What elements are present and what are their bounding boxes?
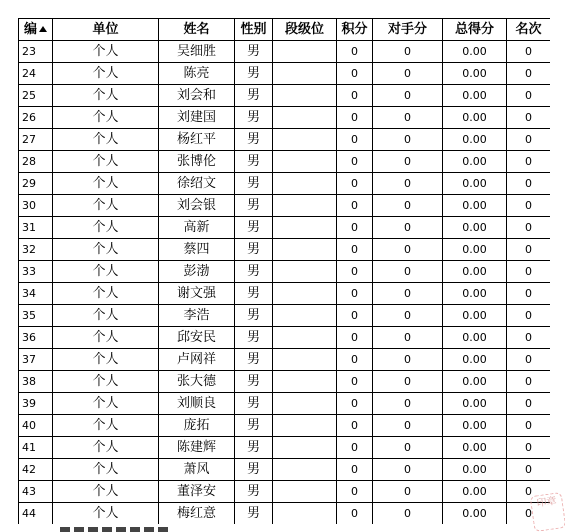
cell-gender[interactable]: 男 [235,239,273,261]
cell-place[interactable]: 0 [507,349,551,371]
cell-gender[interactable]: 男 [235,437,273,459]
cell-rank[interactable] [273,151,337,173]
cell-points[interactable]: 0 [337,503,373,525]
cell-total-score[interactable]: 0.00 [443,151,507,173]
cell-unit[interactable]: 个人 [53,41,159,63]
cell-place[interactable]: 0 [507,217,551,239]
cell-gender[interactable]: 男 [235,349,273,371]
cell-points[interactable]: 0 [337,305,373,327]
cell-points[interactable]: 0 [337,349,373,371]
cell-points[interactable]: 0 [337,283,373,305]
cell-name[interactable]: 邱安民 [159,327,235,349]
cell-place[interactable]: 0 [507,129,551,151]
cell-rank[interactable] [273,459,337,481]
cell-opponent-score[interactable]: 0 [373,63,443,85]
cell-total-score[interactable]: 0.00 [443,41,507,63]
cell-number[interactable]: 30 [19,195,53,217]
cell-unit[interactable]: 个人 [53,393,159,415]
cell-name[interactable]: 陈亮 [159,63,235,85]
cell-points[interactable]: 0 [337,107,373,129]
results-grid [18,18,550,524]
cell-number[interactable]: 43 [19,481,53,503]
cell-rank[interactable] [273,261,337,283]
cell-points[interactable]: 0 [337,173,373,195]
cell-total-score[interactable]: 0.00 [443,437,507,459]
table-row[interactable] [19,371,551,393]
cell-points[interactable]: 0 [337,63,373,85]
cell-number[interactable]: 28 [19,151,53,173]
cell-rank[interactable] [273,305,337,327]
table-row[interactable] [19,305,551,327]
cell-name[interactable]: 彭渤 [159,261,235,283]
cell-rank[interactable] [273,371,337,393]
cell-unit[interactable]: 个人 [53,85,159,107]
cell-name[interactable]: 刘建国 [159,107,235,129]
cell-opponent-score[interactable]: 0 [373,195,443,217]
cell-gender[interactable]: 男 [235,371,273,393]
cell-points[interactable]: 0 [337,85,373,107]
cell-unit[interactable]: 个人 [53,107,159,129]
table-row[interactable] [19,151,551,173]
cell-number[interactable]: 31 [19,217,53,239]
cell-number[interactable]: 32 [19,239,53,261]
cell-name[interactable]: 高新 [159,217,235,239]
cell-name[interactable]: 萧风 [159,459,235,481]
cell-name[interactable]: 刘会和 [159,85,235,107]
cell-total-score[interactable]: 0.00 [443,261,507,283]
cell-unit[interactable]: 个人 [53,283,159,305]
cell-place[interactable]: 0 [507,415,551,437]
table-row[interactable] [19,481,551,503]
cell-total-score[interactable]: 0.00 [443,305,507,327]
cell-total-score[interactable]: 0.00 [443,393,507,415]
cell-number[interactable]: 40 [19,415,53,437]
table-row[interactable] [19,85,551,107]
cell-place[interactable]: 0 [507,41,551,63]
cell-gender[interactable]: 男 [235,173,273,195]
cell-rank[interactable] [273,393,337,415]
cell-place[interactable]: 0 [507,503,551,525]
cell-place[interactable]: 0 [507,327,551,349]
cell-name[interactable]: 刘顺良 [159,393,235,415]
cell-rank[interactable] [273,41,337,63]
cell-unit[interactable]: 个人 [53,195,159,217]
cell-place[interactable]: 0 [507,437,551,459]
cell-unit[interactable]: 个人 [53,327,159,349]
cell-opponent-score[interactable]: 0 [373,173,443,195]
cell-place[interactable]: 0 [507,173,551,195]
cell-opponent-score[interactable]: 0 [373,107,443,129]
cell-total-score[interactable]: 0.00 [443,129,507,151]
cell-place[interactable]: 0 [507,283,551,305]
cell-rank[interactable] [273,217,337,239]
cell-number[interactable]: 42 [19,459,53,481]
cell-place[interactable]: 0 [507,195,551,217]
cell-rank[interactable] [273,349,337,371]
cell-rank[interactable] [273,415,337,437]
cell-points[interactable]: 0 [337,327,373,349]
cell-unit[interactable]: 个人 [53,239,159,261]
cell-number[interactable]: 33 [19,261,53,283]
cell-points[interactable]: 0 [337,129,373,151]
cell-opponent-score[interactable]: 0 [373,459,443,481]
cell-total-score[interactable]: 0.00 [443,459,507,481]
cell-total-score[interactable]: 0.00 [443,85,507,107]
cell-gender[interactable]: 男 [235,41,273,63]
cell-total-score[interactable]: 0.00 [443,415,507,437]
table-row[interactable] [19,217,551,239]
column-header-points[interactable]: 积分 [337,19,373,41]
cell-name[interactable]: 董泽安 [159,481,235,503]
cell-place[interactable]: 0 [507,459,551,481]
cell-points[interactable]: 0 [337,239,373,261]
cell-opponent-score[interactable]: 0 [373,371,443,393]
cell-rank[interactable] [273,195,337,217]
table-row[interactable] [19,283,551,305]
cell-total-score[interactable]: 0.00 [443,283,507,305]
sort-ascending-icon [39,26,47,32]
column-header-gender[interactable]: 性别 [235,19,273,41]
cell-place[interactable]: 0 [507,151,551,173]
column-header-unit[interactable]: 单位 [53,19,159,41]
table-row[interactable] [19,63,551,85]
cell-total-score[interactable]: 0.00 [443,217,507,239]
cell-rank[interactable] [273,107,337,129]
cell-unit[interactable]: 个人 [53,503,159,525]
header-row [19,19,551,41]
cell-unit[interactable]: 个人 [53,129,159,151]
cell-place[interactable]: 0 [507,261,551,283]
cell-number[interactable]: 35 [19,305,53,327]
column-header-num[interactable]: 编 [19,19,53,41]
cell-gender[interactable]: 男 [235,63,273,85]
cell-rank[interactable] [273,327,337,349]
cell-gender[interactable]: 男 [235,85,273,107]
cell-rank[interactable] [273,63,337,85]
table-row[interactable] [19,107,551,129]
cell-number[interactable]: 37 [19,349,53,371]
column-header-total-score[interactable]: 总得分 [443,19,507,41]
cell-opponent-score[interactable]: 0 [373,503,443,525]
cell-name[interactable]: 张博伦 [159,151,235,173]
cell-points[interactable]: 0 [337,437,373,459]
cell-name[interactable]: 杨红平 [159,129,235,151]
column-header-place[interactable]: 名次 [507,19,551,41]
table-row[interactable] [19,327,551,349]
table-row[interactable] [19,415,551,437]
cell-opponent-score[interactable]: 0 [373,283,443,305]
cell-opponent-score[interactable]: 0 [373,217,443,239]
cell-opponent-score[interactable]: 0 [373,437,443,459]
cell-rank[interactable] [273,503,337,525]
cell-gender[interactable]: 男 [235,415,273,437]
table-row[interactable] [19,41,551,63]
cell-name[interactable]: 谢文强 [159,283,235,305]
cell-opponent-score[interactable]: 0 [373,261,443,283]
cell-opponent-score[interactable]: 0 [373,349,443,371]
cell-total-score[interactable]: 0.00 [443,327,507,349]
cell-gender[interactable]: 男 [235,283,273,305]
cell-unit[interactable]: 个人 [53,349,159,371]
cell-name[interactable]: 陈建辉 [159,437,235,459]
cell-unit[interactable]: 个人 [53,305,159,327]
watermark-stamp: 印章 [530,492,565,532]
table-row[interactable] [19,129,551,151]
cell-gender[interactable]: 男 [235,261,273,283]
table-row[interactable] [19,393,551,415]
cell-number[interactable]: 34 [19,283,53,305]
cell-gender[interactable]: 男 [235,481,273,503]
cell-name[interactable]: 梅红意 [159,503,235,525]
cell-gender[interactable]: 男 [235,151,273,173]
cell-number[interactable]: 41 [19,437,53,459]
cell-total-score[interactable]: 0.00 [443,195,507,217]
cell-number[interactable]: 29 [19,173,53,195]
cell-name[interactable]: 蔡四 [159,239,235,261]
cell-name[interactable]: 徐绍文 [159,173,235,195]
cell-total-score[interactable]: 0.00 [443,173,507,195]
cell-points[interactable]: 0 [337,151,373,173]
cell-opponent-score[interactable]: 0 [373,151,443,173]
cell-number[interactable]: 38 [19,371,53,393]
cell-total-score[interactable]: 0.00 [443,371,507,393]
cell-opponent-score[interactable]: 0 [373,239,443,261]
cell-total-score[interactable]: 0.00 [443,349,507,371]
cell-points[interactable]: 0 [337,371,373,393]
cell-opponent-score[interactable]: 0 [373,85,443,107]
cell-rank[interactable] [273,481,337,503]
cell-rank[interactable] [273,437,337,459]
cell-gender[interactable]: 男 [235,217,273,239]
cell-place[interactable]: 0 [507,481,551,503]
cell-number[interactable]: 27 [19,129,53,151]
cell-points[interactable]: 0 [337,415,373,437]
table-row[interactable] [19,349,551,371]
cell-gender[interactable]: 男 [235,129,273,151]
cell-place[interactable]: 0 [507,305,551,327]
cell-number[interactable]: 25 [19,85,53,107]
cell-unit[interactable]: 个人 [53,371,159,393]
table-row[interactable] [19,437,551,459]
cell-unit[interactable]: 个人 [53,173,159,195]
cell-name[interactable]: 李浩 [159,305,235,327]
cell-opponent-score[interactable]: 0 [373,305,443,327]
column-header-rank[interactable]: 段级位 [273,19,337,41]
cell-gender[interactable]: 男 [235,393,273,415]
cell-name[interactable]: 卢网祥 [159,349,235,371]
cell-unit[interactable]: 个人 [53,437,159,459]
cell-total-score[interactable]: 0.00 [443,239,507,261]
cell-place[interactable]: 0 [507,85,551,107]
column-header-opponent-score[interactable]: 对手分 [373,19,443,41]
cell-place[interactable]: 0 [507,371,551,393]
cell-unit[interactable]: 个人 [53,261,159,283]
cell-opponent-score[interactable]: 0 [373,41,443,63]
cell-name[interactable]: 吴细胜 [159,41,235,63]
cell-points[interactable]: 0 [337,41,373,63]
table-row[interactable] [19,239,551,261]
cell-place[interactable]: 0 [507,63,551,85]
cell-rank[interactable] [273,129,337,151]
cell-unit[interactable]: 个人 [53,415,159,437]
cell-place[interactable]: 0 [507,239,551,261]
table-row[interactable] [19,261,551,283]
cell-rank[interactable] [273,85,337,107]
cell-rank[interactable] [273,173,337,195]
table-row[interactable] [19,503,551,525]
cell-opponent-score[interactable]: 0 [373,129,443,151]
cell-unit[interactable]: 个人 [53,459,159,481]
cell-gender[interactable]: 男 [235,327,273,349]
cell-place[interactable]: 0 [507,107,551,129]
table-row[interactable] [19,459,551,481]
cell-place[interactable]: 0 [507,393,551,415]
cell-unit[interactable]: 个人 [53,481,159,503]
cell-unit[interactable]: 个人 [53,151,159,173]
cell-points[interactable]: 0 [337,393,373,415]
cell-points[interactable]: 0 [337,217,373,239]
cell-gender[interactable]: 男 [235,305,273,327]
cell-opponent-score[interactable]: 0 [373,393,443,415]
cell-opponent-score[interactable]: 0 [373,415,443,437]
cell-number[interactable]: 36 [19,327,53,349]
cell-number[interactable]: 39 [19,393,53,415]
cell-points[interactable]: 0 [337,261,373,283]
cell-total-score[interactable]: 0.00 [443,481,507,503]
cell-number[interactable]: 24 [19,63,53,85]
cell-rank[interactable] [273,283,337,305]
cell-number[interactable]: 26 [19,107,53,129]
cell-total-score[interactable]: 0.00 [443,503,507,525]
cell-gender[interactable]: 男 [235,503,273,525]
table-row[interactable] [19,173,551,195]
cut-off-footer-text [60,526,210,532]
table-row[interactable] [19,195,551,217]
cell-total-score[interactable]: 0.00 [443,63,507,85]
cell-unit[interactable]: 个人 [53,217,159,239]
cell-name[interactable]: 刘会银 [159,195,235,217]
cell-points[interactable]: 0 [337,481,373,503]
cell-name[interactable]: 张大德 [159,371,235,393]
cell-gender[interactable]: 男 [235,459,273,481]
cell-rank[interactable] [273,239,337,261]
cell-total-score[interactable]: 0.00 [443,107,507,129]
cell-name[interactable]: 庞拓 [159,415,235,437]
cell-number[interactable]: 44 [19,503,53,525]
cell-points[interactable]: 0 [337,459,373,481]
cell-number[interactable]: 23 [19,41,53,63]
column-header-name[interactable]: 姓名 [159,19,235,41]
cell-points[interactable]: 0 [337,195,373,217]
cell-opponent-score[interactable]: 0 [373,327,443,349]
cell-gender[interactable]: 男 [235,195,273,217]
cell-unit[interactable]: 个人 [53,63,159,85]
cell-opponent-score[interactable]: 0 [373,481,443,503]
cell-gender[interactable]: 男 [235,107,273,129]
results-grid-container [18,18,550,524]
